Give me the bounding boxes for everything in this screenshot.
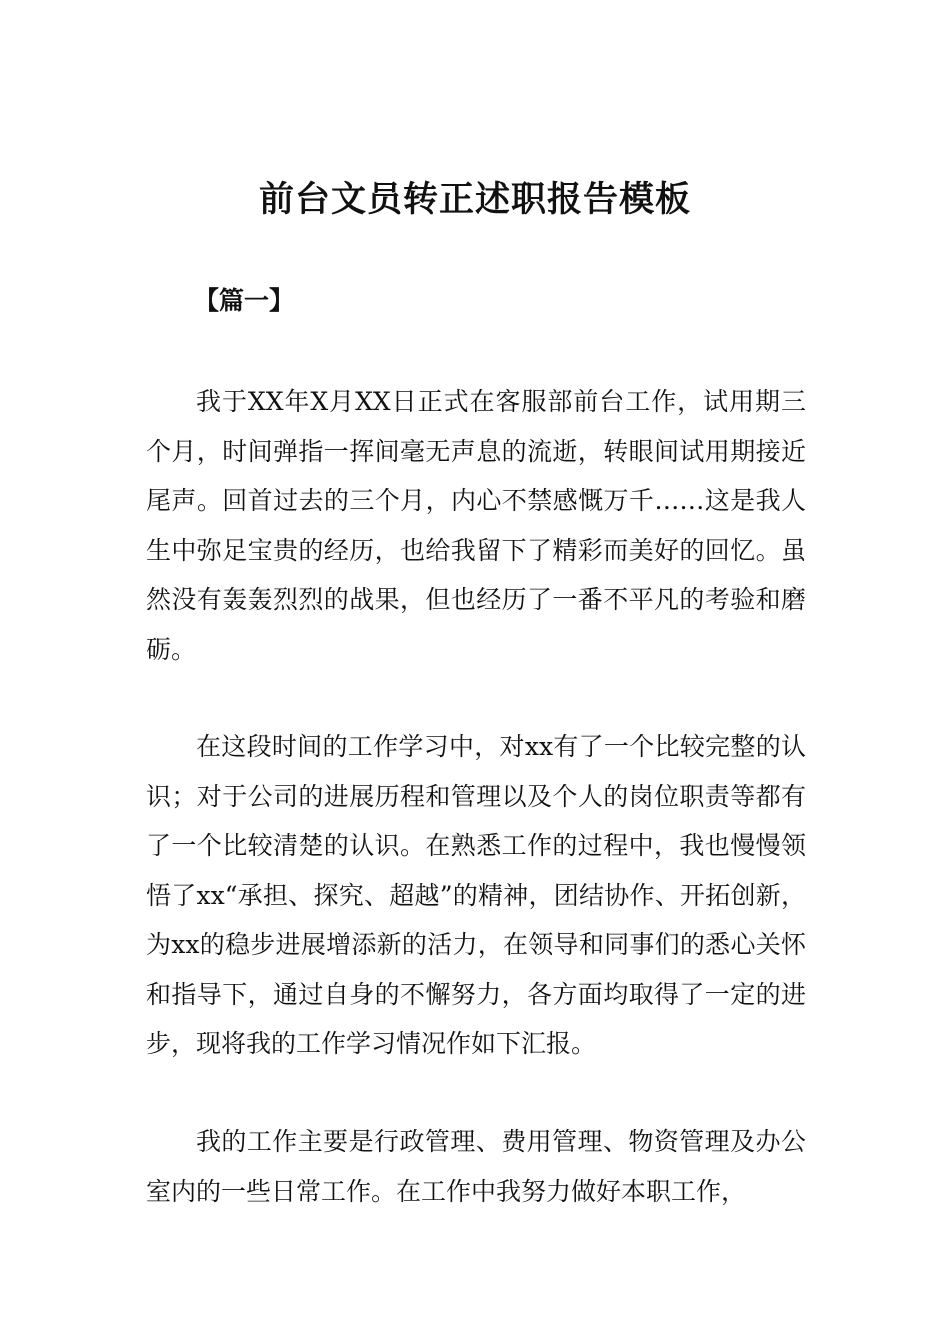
paragraph-3: 我的工作主要是行政管理、费用管理、物资管理及办公室内的一些日常工作。在工作中我努力做好本职工作， xyxy=(146,1127,806,1206)
paragraph-1: 我于XX年X月XX日正式在客服部前台工作，试用期三个月，时间弹指一挥间毫无声息的流逝，转眼间试用期接近尾声。回首过去的三个月，内心不禁感慨万千……这是我人生中弥足宝贵的经历，也给我留下了精彩而美好的回忆。虽然没有轰轰烈烈的战果，但也经历了一番不平凡的考验和磨砺。 xyxy=(146,387,806,664)
section-label: 【篇一】 xyxy=(194,286,295,315)
document-title: 前台文员转正述职报告模板 xyxy=(258,180,691,220)
paragraph-2: 在这段时间的工作学习中，对xx有了一个比较完整的认识；对于公司的进展历程和管理以及个人的岗位职责等都有了一个比较清楚的认识。在熟悉工作的过程中，我也慢慢领悟了xx“承担、探究、超越”的精神，团结协作、开拓创新，为xx的稳步进展增添新的活力，在领导和同事们的悉心关怀和指导下，通过自身的不懈努力，各方面均取得了一定的进步，现将我的工作学习情况作如下汇报。 xyxy=(146,732,806,1058)
